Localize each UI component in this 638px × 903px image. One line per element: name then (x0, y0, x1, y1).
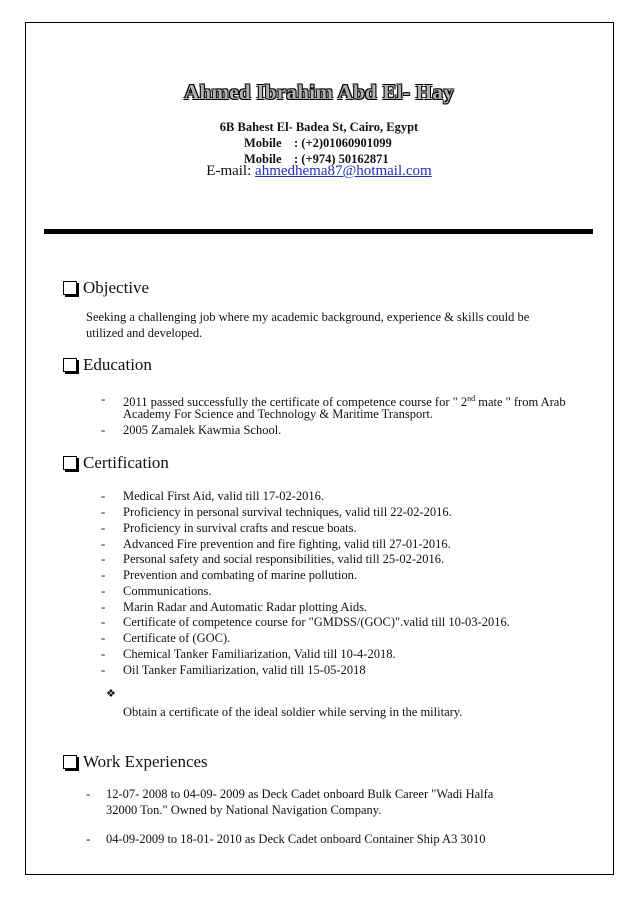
education-heading: Education (83, 355, 152, 374)
mobile-label: Mobile (244, 136, 282, 150)
dash-bullet: - (101, 614, 106, 629)
dash-bullet: - (101, 488, 106, 503)
checkbox-bullet-icon (63, 755, 77, 769)
cert-item: Advanced Fire prevention and fire fighting, valid till 27-01-2016. (123, 537, 451, 551)
dash-bullet: - (101, 599, 106, 614)
objective-text-2: utilized and developed. (86, 326, 203, 340)
dash-bullet: - (101, 583, 106, 598)
candidate-name: Ahmed Ibrahim Abd El- Hay (183, 80, 455, 104)
dash-bullet: - (101, 504, 106, 519)
cert-item: Certificate of competence course for "GMDSS/(GOC)".valid till 10-03-2016. (123, 615, 510, 629)
checkbox-bullet-icon (63, 281, 77, 295)
objective-heading: Objective (83, 278, 150, 297)
checkbox-bullet-icon (63, 456, 77, 470)
dash-bullet: - (101, 567, 106, 582)
cert-item: Personal safety and social responsibilities, valid till 25-02-2016. (123, 552, 445, 566)
objective-text-1: Seeking a challenging job where my academic background, experience & skills could be (86, 310, 530, 324)
email-link[interactable]: ahmedhema87@hotmail.com (255, 163, 432, 179)
work-item-2-line1: 04-09-2009 to 18-01- 2010 as Deck Cadet onboard Container Ship A3 3010 (106, 832, 486, 846)
dash-bullet: - (101, 391, 106, 406)
mobile-label: Mobile (244, 152, 282, 166)
checkbox-bullet-icon (63, 358, 77, 372)
dash-bullet: - (101, 422, 106, 437)
dash-bullet: - (86, 831, 91, 846)
dash-bullet: - (101, 551, 106, 566)
education-item-1-text-end: mate " from Arab (475, 395, 566, 410)
section-work (63, 752, 208, 772)
mobile-number-2: : (+974) 50162871 (294, 152, 389, 166)
cert-item: Certificate of (GOC). (123, 631, 231, 645)
dash-bullet: - (101, 520, 106, 535)
cert-item: Marin Radar and Automatic Radar plotting Aids. (123, 600, 368, 614)
cert-extra: Obtain a certificate of the ideal soldier while serving in the military. (123, 705, 463, 719)
diamond-bullet-icon: ❖ (106, 688, 116, 700)
email-line (0, 163, 638, 180)
superscript: nd (467, 394, 476, 403)
dash-bullet: - (101, 630, 106, 645)
section-education (63, 355, 152, 375)
education-item-1-line2: Academy For Science and Technology & Maritime Transport. (123, 407, 433, 421)
work-heading: Work Experiences (83, 752, 208, 771)
section-objective (63, 278, 149, 298)
email-label: E-mail: (206, 163, 252, 179)
mobile-1 (244, 136, 392, 151)
work-item-1-line1: 12-07- 2008 to 04-09- 2009 as Deck Cadet onboard Bulk Career "Wadi Halfa (106, 787, 494, 801)
dash-bullet: - (101, 536, 106, 551)
cert-item: Prevention and combating of marine pollution. (123, 568, 357, 582)
education-item-1-text: 2011 passed successfully the certificate of competence course for " 2 (123, 395, 468, 410)
cert-item: Chemical Tanker Familiarization, Valid till 10-4-2018. (123, 647, 396, 661)
address: 6B Bahest El- Badea St, Cairo, Egypt (219, 120, 419, 134)
dash-bullet: - (101, 662, 106, 677)
dash-bullet: - (101, 646, 106, 661)
work-item-1-line2: 32000 Ton." Owned by National Navigation Company. (106, 803, 382, 817)
education-item-2: 2005 Zamalek Kawmia School. (123, 423, 282, 437)
cert-item: Medical First Aid, valid till 17-02-2016. (123, 489, 325, 503)
cert-item: Proficiency in survival crafts and rescue boats. (123, 521, 357, 535)
header-divider (44, 229, 593, 234)
mobile-number-1: : (+2)01060901099 (294, 136, 392, 150)
section-certification (63, 453, 169, 473)
cert-item: Communications. (123, 584, 212, 598)
cert-item: Proficiency in personal survival techniques, valid till 22-02-2016. (123, 505, 452, 519)
certification-heading: Certification (83, 453, 169, 472)
dash-bullet: - (86, 786, 91, 801)
cert-item: Oil Tanker Familiarization, valid till 15-05-2018 (123, 663, 366, 677)
